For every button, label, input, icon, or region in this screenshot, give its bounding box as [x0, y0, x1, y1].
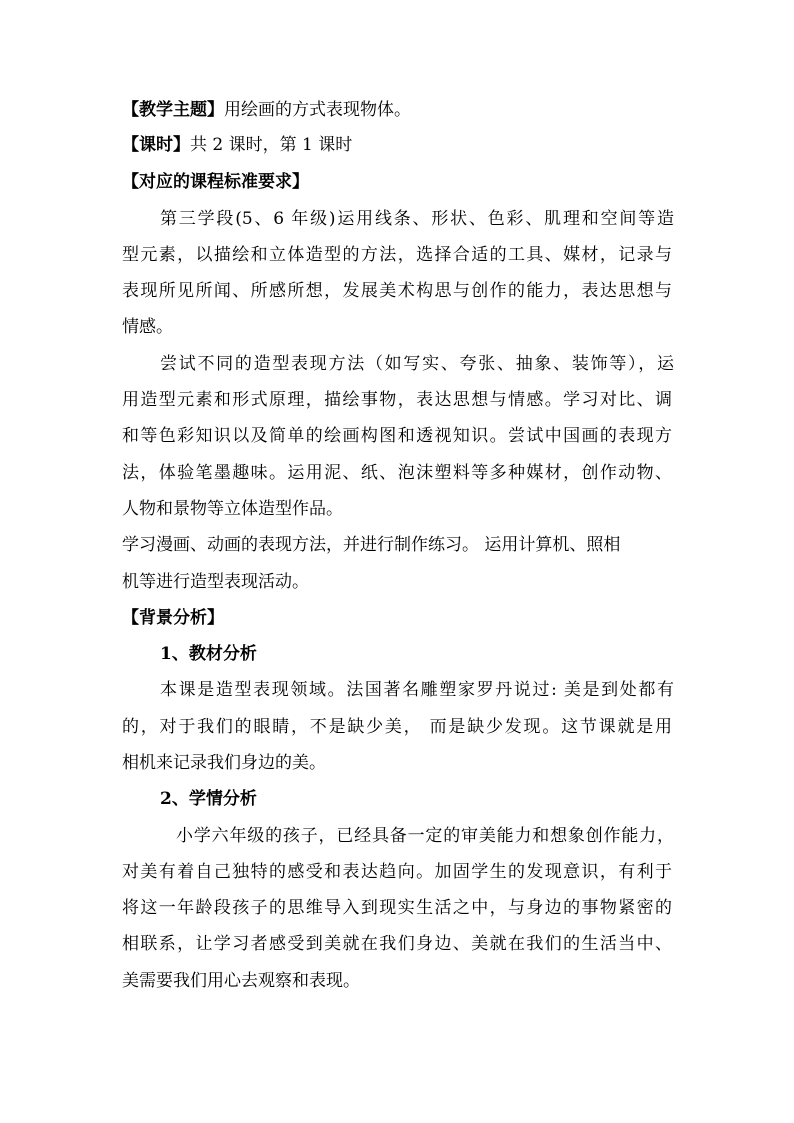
standard-p2-line: 尝试不同的造型表现方法（如写实、夸张、抽象、装饰等），运 — [160, 354, 674, 374]
standard-heading: 【对应的课程标准要求】 — [122, 172, 309, 192]
period-line — [122, 134, 682, 156]
textbook-analysis-heading: 1、教材分析 — [160, 644, 257, 664]
student-line: 美需要我们用心去观察和表现。 — [122, 971, 360, 991]
standard-p1-line: 第三学段(5、6 年级)运用线条、形状、色彩、肌理和空间等造 — [160, 209, 674, 229]
textbook-line: 相机来记录我们身边的美。 — [122, 753, 326, 773]
standard-p1-line: 情感。 — [122, 317, 173, 337]
student-line: 相联系，让学习者感受到美就在我们身边、美就在我们的生活当中、 — [122, 934, 672, 954]
standard-p2-line: 人物和景物等立体造型作品。 — [122, 499, 343, 519]
period-heading: 【课时】 — [122, 135, 190, 155]
standard-p3-line: 学习漫画、动画的表现方法，并进行制作练习。 运用计算机、照相 — [122, 535, 621, 555]
student-line: 小学六年级的孩子，已经具备一定的审美能力和想象创作能力， — [176, 826, 674, 846]
background-heading: 【背景分析】 — [122, 608, 224, 628]
theme-heading: 【教学主题】 — [122, 100, 224, 120]
standard-p2-line: 用造型元素和形式原理，描绘事物，表达思想与情感。学习对比、调 — [122, 390, 672, 410]
standard-p3-line: 机等进行造型表现活动。 — [122, 572, 309, 592]
textbook-line: 的，对于我们的眼睛，不是缺少美， 而是缺少发现。这节课就是用 — [122, 717, 672, 737]
standard-p1-line: 型元素，以描绘和立体造型的方法，选择合适的工具、媒材，记录与 — [122, 245, 672, 265]
standard-p2-line: 和等色彩知识以及简单的绘画构图和透视知识。尝试中国画的表现方 — [122, 426, 672, 446]
student-line: 对美有着自己独特的感受和表达趋向。加固学生的发现意识，有利于 — [122, 862, 672, 882]
period-text: 共 2 课时，第 1 课时 — [190, 135, 353, 155]
standard-p1-line: 表现所见所闻、所感所想，发展美术构思与创作的能力，表达思想与 — [122, 281, 672, 301]
theme-line — [122, 99, 682, 121]
student-line: 将这一年龄段孩子的思维导入到现实生活之中，与身边的事物紧密的 — [122, 898, 672, 918]
textbook-line: 本课是造型表现领域。法国著名雕塑家罗丹说过: 美是到处都有 — [160, 680, 674, 700]
standard-p2-line: 法，体验笔墨趣味。运用泥、纸、泡沫塑料等多种媒材，创作动物、 — [122, 463, 672, 483]
student-analysis-heading: 2、学情分析 — [160, 789, 257, 809]
theme-text: 用绘画的方式表现物体。 — [224, 100, 411, 120]
